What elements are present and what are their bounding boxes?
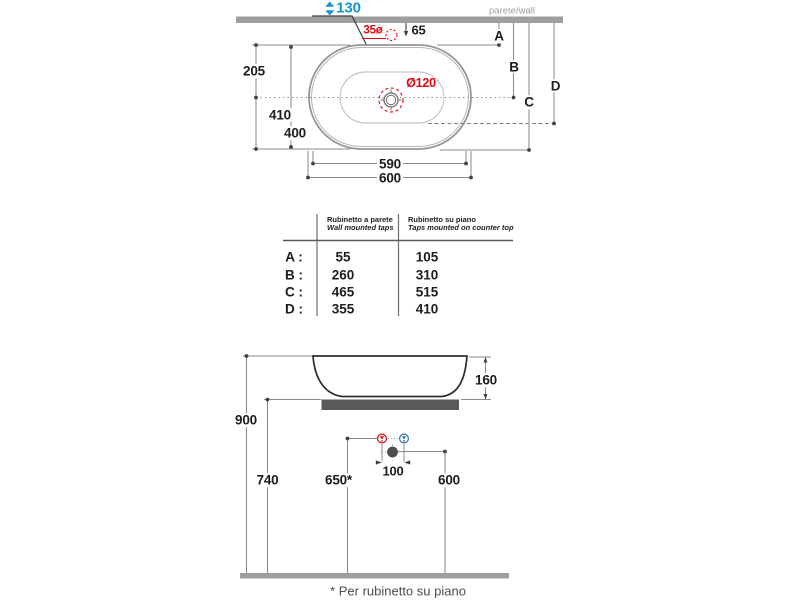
- wall-label: parete/wall: [489, 5, 535, 17]
- table-col2-header: [408, 216, 514, 233]
- tap-wall-distance-label: 65: [411, 22, 426, 38]
- dimension-600-side: 600: [438, 472, 460, 488]
- table-cell: 260: [331, 266, 355, 282]
- dimension-400: 400: [284, 125, 306, 141]
- table-col2-subtitle: Taps mounted on counter top: [408, 223, 514, 233]
- counter-slab: [322, 400, 460, 411]
- marker-c: C: [524, 94, 534, 110]
- down-arrow-icon: [484, 394, 488, 400]
- rim-height-value: 130: [336, 0, 361, 17]
- footnote: * Per rubinetto su piano: [330, 583, 466, 599]
- basin-side-profile: [313, 356, 467, 397]
- wall-bar: [236, 17, 563, 24]
- down-arrow-icon: [404, 31, 408, 37]
- rim-height-dimension: [325, 1, 360, 16]
- table-row-label: B :: [285, 266, 303, 282]
- tap-hole-circle: [386, 30, 397, 41]
- dimension-740: 740: [256, 472, 279, 488]
- dimension-205: 205: [243, 63, 265, 79]
- tap-hole-diameter-label: 35ø: [363, 24, 383, 37]
- dimension-100: 100: [382, 463, 404, 478]
- table-cell: 105: [415, 248, 439, 264]
- table-cell: 410: [415, 301, 439, 317]
- table-col1-subtitle: Wall mounted taps: [327, 223, 394, 233]
- table-cell: 355: [331, 301, 355, 317]
- dimension-160: 160: [475, 372, 497, 388]
- right-arrow-icon: [376, 460, 382, 464]
- dimension-590: 590: [379, 155, 401, 171]
- table-row-label: A :: [285, 248, 303, 264]
- side-view: [240, 354, 509, 578]
- marker-b: B: [509, 58, 519, 74]
- hot-tap-icon: [378, 434, 387, 443]
- floor-bar: [240, 573, 509, 579]
- dimension-600: 600: [379, 169, 401, 185]
- dimension-900: 900: [235, 412, 257, 428]
- table-col1-title: Rubinetto a parete: [327, 215, 393, 224]
- drain-side-icon: [381, 444, 404, 461]
- dimension-650-star: 650*: [325, 472, 352, 488]
- table-row-label: C :: [285, 284, 303, 300]
- table-col1-header: [327, 216, 394, 233]
- table-cell: 465: [331, 284, 355, 300]
- table-cell: 55: [335, 248, 351, 264]
- table-cell: 310: [415, 266, 439, 282]
- up-arrow-icon: [484, 357, 488, 363]
- height-arrows-icon: [325, 1, 334, 15]
- marker-a: A: [494, 28, 504, 44]
- dimension-410: 410: [269, 106, 291, 122]
- drain-diameter-label: Ø120: [406, 75, 436, 90]
- table-col2-title: Rubinetto su piano: [408, 215, 476, 224]
- left-arrow-icon: [404, 460, 410, 464]
- table-row-label: D :: [285, 301, 303, 317]
- table-cell: 515: [415, 284, 439, 300]
- cold-tap-icon: [400, 434, 409, 443]
- marker-d: D: [550, 77, 561, 93]
